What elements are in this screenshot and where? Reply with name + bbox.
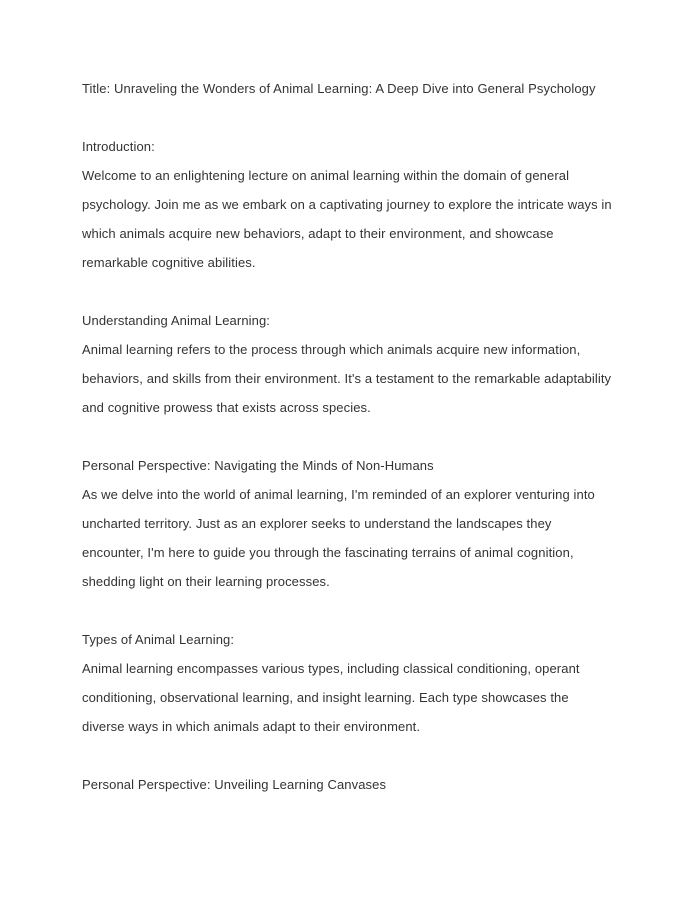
section-body: Welcome to an enlightening lecture on animal learning within the domain of general psychology. Join me as we embark on a captivating journey to explore the intricate ways in which animals acquire new behaviors, adapt to their environment, and showcase remarkable cognitive abilities. — [82, 168, 612, 270]
section-heading-trailing: Personal Perspective: Unveiling Learning Canvases — [82, 777, 387, 792]
document-title-line: Title: Unraveling the Wonders of Animal Learning: A Deep Dive into General Psychology — [82, 81, 596, 96]
document-content — [82, 74, 614, 799]
section-body: Animal learning refers to the process through which animals acquire new information, behaviors, and skills from their environment. It's a testament to the remarkable adaptability and cognitive prowess that exists across species. — [82, 342, 612, 415]
section-personal-perspective-navigating — [82, 451, 614, 596]
section-body: Animal learning encompasses various types, including classical conditioning, operant conditioning, observational learning, and insight learning. Each type showcases the diverse ways in which animals adapt to their environment. — [82, 661, 580, 734]
section-understanding-animal-learning — [82, 306, 614, 422]
section-heading: Introduction: — [82, 139, 155, 154]
section-body: As we delve into the world of animal learning, I'm reminded of an explorer venturing into uncharted territory. Just as an explorer seeks to understand the landscapes they encounter, I'm here to guide you through the fascinating terrains of animal cognition, shedding light on their learning processes. — [82, 487, 595, 589]
section-types-of-animal-learning — [82, 625, 614, 741]
section-heading: Personal Perspective: Navigating the Minds of Non-Humans — [82, 458, 434, 473]
section-heading: Types of Animal Learning: — [82, 632, 235, 647]
section-introduction — [82, 132, 614, 277]
section-heading: Understanding Animal Learning: — [82, 313, 271, 328]
